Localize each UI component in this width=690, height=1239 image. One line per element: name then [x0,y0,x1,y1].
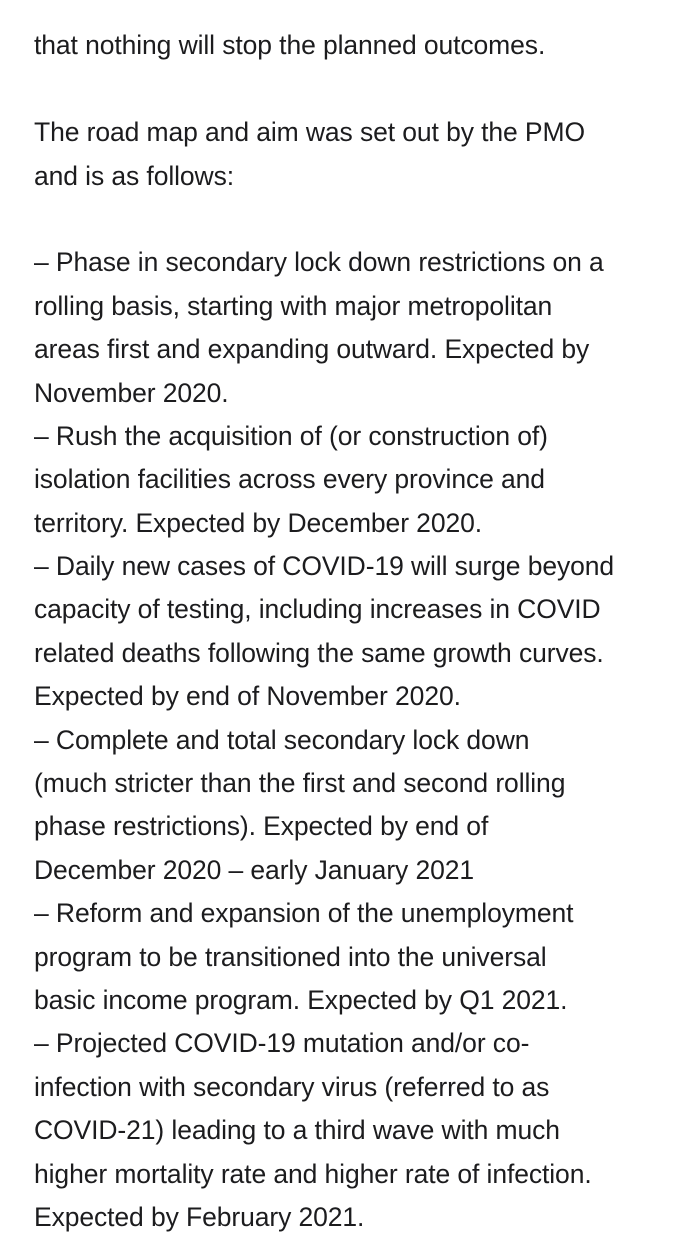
intro-line: that nothing will stop the planned outcomes. [34,30,546,61]
top-spacer [34,0,674,24]
list-item-line: isolation facilities across every province and [34,464,545,495]
list-item-line: rolling basis, starting with major metropolitan [34,290,553,321]
list-item-line: – Daily new cases of COVID-19 will surge beyond [34,551,615,582]
list-item [34,719,674,893]
list-item-line: – Projected COVID-19 mutation and/or co- [34,1028,530,1059]
list-item-line: – Phase in secondary lock down restrictions on a [34,247,604,278]
list-item [34,892,674,1022]
list-item-line: COVID-21) leading to a third wave with much [34,1115,560,1146]
list-item-line: capacity of testing, including increases in COVID [34,594,601,625]
paragraph-gap [34,68,674,111]
list-item-line: – Reform and expansion of the unemployment [34,898,574,929]
paragraph-gap [34,198,674,241]
list-item [34,241,674,415]
list-item-line: higher mortality rate and higher rate of infection. [34,1158,592,1189]
list-item-line: infection with secondary virus (referred to as [34,1071,550,1102]
roadmap-intro-paragraph [34,111,674,198]
list-item-line: basic income program. Expected by Q1 2021. [34,984,568,1015]
list-item [34,415,674,545]
list-item-line: November 2020. [34,377,229,408]
list-item-line: Expected by end of November 2020. [34,681,461,712]
document-body [34,0,674,1239]
list-item-line: territory. Expected by December 2020. [34,507,482,538]
list-item-line: related deaths following the same growth curves. [34,637,604,668]
roadmap-list [34,241,674,1239]
list-item-line: program to be transitioned into the universal [34,941,547,972]
list-item [34,545,674,719]
list-item-line: – Complete and total secondary lock down [34,724,530,755]
list-item-line: Expected by February 2021. [34,1201,365,1232]
roadmap-intro-line: The road map and aim was set out by the PMO [34,117,585,148]
list-item [34,1022,674,1239]
list-item-line: phase restrictions). Expected by end of [34,811,489,842]
roadmap-intro-line: and is as follows: [34,160,234,191]
list-item-line: (much stricter than the first and second rolling [34,768,566,799]
list-item-line: December 2020 – early January 2021 [34,854,475,885]
list-item-line: areas first and expanding outward. Expected by [34,334,590,365]
list-item-line: – Rush the acquisition of (or construction of) [34,420,548,451]
